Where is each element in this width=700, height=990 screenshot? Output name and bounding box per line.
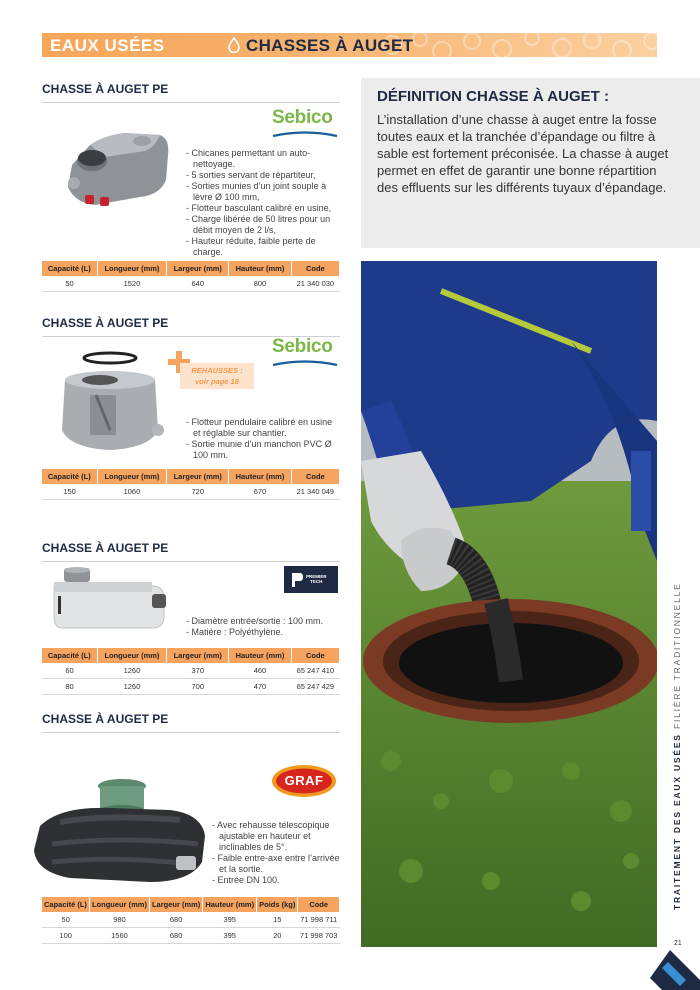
features-list-3 [186,616,346,638]
sebico-logo: Sebico [272,107,342,141]
side-label-light: FILIÈRE TRADITIONNELLE [672,582,682,730]
table-cell: 800 [229,276,291,292]
table-cell: 65 247 410 [291,663,339,679]
definition-text: L’installation d’une chasse à auget entre la fosse toutes eaux et la tranchée d’épandage ou filtre à sable est fortement préconisée. La chasse à auget permet en effet de garantir une bonne répartition des effluents sur les différents tuyaux d’épandage. [377,112,669,195]
graf-logo: GRAF [271,764,337,798]
column-header: Largeur (mm) [167,261,229,276]
table-cell: 100 [42,928,89,944]
table-cell: 60 [42,663,97,679]
sebico-logo: Sebico [272,336,342,370]
column-header: Longueur (mm) [97,648,167,663]
table-cell: 1560 [89,928,149,944]
column-header: Capacité (L) [42,897,89,912]
column-header: Capacité (L) [42,469,97,484]
table-cell: 460 [229,663,291,679]
product-image-tank-4 [30,774,210,890]
section-title: CHASSE À AUGET PE [42,82,340,103]
table-cell: 15 [257,912,298,928]
banner-title-left: EAUX USÉES [50,36,165,55]
column-header: Longueur (mm) [97,469,167,484]
product-image-tank-3 [52,566,170,638]
table-header-row [42,469,340,484]
column-header: Largeur (mm) [149,897,202,912]
column-header: Code [298,897,340,912]
installation-photo [361,261,657,947]
table-row [42,679,340,695]
feature-item: - Flotteur basculant calibré en usine, [186,203,332,213]
features-list-4 [212,820,342,886]
premier-tech-mark-icon [290,571,304,589]
banner-pattern [372,33,657,57]
column-header: Code [291,261,339,276]
section-title: CHASSE À AUGET PE [42,316,340,337]
product-image-tank-1 [50,125,180,220]
section-title: CHASSE À AUGET PE [42,541,340,562]
feature-item: - Avec rehausse télescopique ajustable en hauteur et inclinables de 5°. [212,820,330,852]
column-header: Longueur (mm) [89,897,149,912]
features-list-2 [186,417,336,461]
table-cell: 80 [42,679,97,695]
product-section-4 [42,712,340,733]
rehausses-badge: REHAUSSES : voir page 18 [180,363,254,389]
table-cell: 980 [89,912,149,928]
product-section-1 [42,82,340,103]
table-cell: 395 [203,912,257,928]
table-cell: 1060 [97,484,167,500]
column-header: Hauteur (mm) [203,897,257,912]
table-row [42,928,340,944]
section-title: CHASSE À AUGET PE [42,712,340,733]
page-banner [42,33,657,57]
feature-item: - Diamètre entrée/sortie : 100 mm. [186,616,324,626]
column-header: Poids (kg) [257,897,298,912]
table-cell: 670 [229,484,291,500]
table-cell: 680 [149,912,202,928]
table-cell: 65 247 429 [291,679,339,695]
page-number: 21 [674,940,682,947]
definition-box [361,78,700,248]
column-header: Largeur (mm) [167,469,229,484]
column-header: Longueur (mm) [97,261,167,276]
table-cell: 71 998 711 [298,912,340,928]
table-cell: 50 [42,276,97,292]
features-list-1 [186,148,336,258]
column-header: Code [291,648,339,663]
table-cell: 1260 [97,663,167,679]
column-header: Hauteur (mm) [229,261,291,276]
product-section-2 [42,316,340,337]
spec-table-4 [42,897,340,944]
table-cell: 395 [203,928,257,944]
table-header-row [42,897,340,912]
table-header-row [42,261,340,276]
definition-title: DÉFINITION CHASSE À AUGET : [377,88,609,105]
feature-item: - Sorties munies d’un joint souple à lèvre Ø 100 mm, [186,181,327,202]
table-header-row [42,648,340,663]
feature-item: - Matière : Polyéthylène. [186,627,284,637]
table-row [42,663,340,679]
table-row [42,912,340,928]
feature-item: - Hauteur réduite, faible perte de charge. [186,236,316,257]
table-cell: 640 [167,276,229,292]
feature-item: - Charge libérée de 50 litres pour un débit moyen de 2 l/s, [186,214,331,235]
table-cell: 21 340 049 [291,484,339,500]
table-cell: 50 [42,912,89,928]
table-cell: 700 [167,679,229,695]
feature-item: - Sortie munie d’un manchon PVC Ø 100 mm. [186,439,332,460]
column-header: Largeur (mm) [167,648,229,663]
side-label [672,582,682,910]
feature-item: - Entrée DN 100. [212,875,280,885]
spec-table-3 [42,648,340,695]
table-cell: 680 [149,928,202,944]
table-cell: 150 [42,484,97,500]
column-header: Hauteur (mm) [229,469,291,484]
table-row [42,484,340,500]
table-cell: 20 [257,928,298,944]
column-header: Capacité (L) [42,648,97,663]
premier-tech-logo: PREMIER TECH [284,566,338,593]
spec-table-2 [42,469,340,500]
spec-table-1 [42,261,340,292]
feature-item: - 5 sorties servant de répartiteur, [186,170,316,180]
feature-item: - Flotteur pendulaire calibré en usine et réglable sur chantier. [186,417,333,438]
table-cell: 470 [229,679,291,695]
corner-decoration [640,950,700,990]
table-cell: 1260 [97,679,167,695]
side-label-bold: TRAITEMENT DES EAUX USÉES [672,733,682,910]
feature-item: - Chicanes permettant un auto-nettoyage. [186,148,311,169]
column-header: Capacité (L) [42,261,97,276]
banner-title-right: CHASSES À AUGET [246,36,414,55]
table-cell: 1520 [97,276,167,292]
column-header: Code [291,469,339,484]
table-cell: 71 998 703 [298,928,340,944]
product-image-tank-2 [50,350,170,455]
table-cell: 720 [167,484,229,500]
feature-item: - Faible entre-axe entre l’arrivée et la sortie. [212,853,340,874]
table-cell: 21 340 030 [291,276,339,292]
table-cell: 370 [167,663,229,679]
table-row [42,276,340,292]
product-section-3 [42,541,340,562]
water-drop-icon [228,37,240,53]
column-header: Hauteur (mm) [229,648,291,663]
